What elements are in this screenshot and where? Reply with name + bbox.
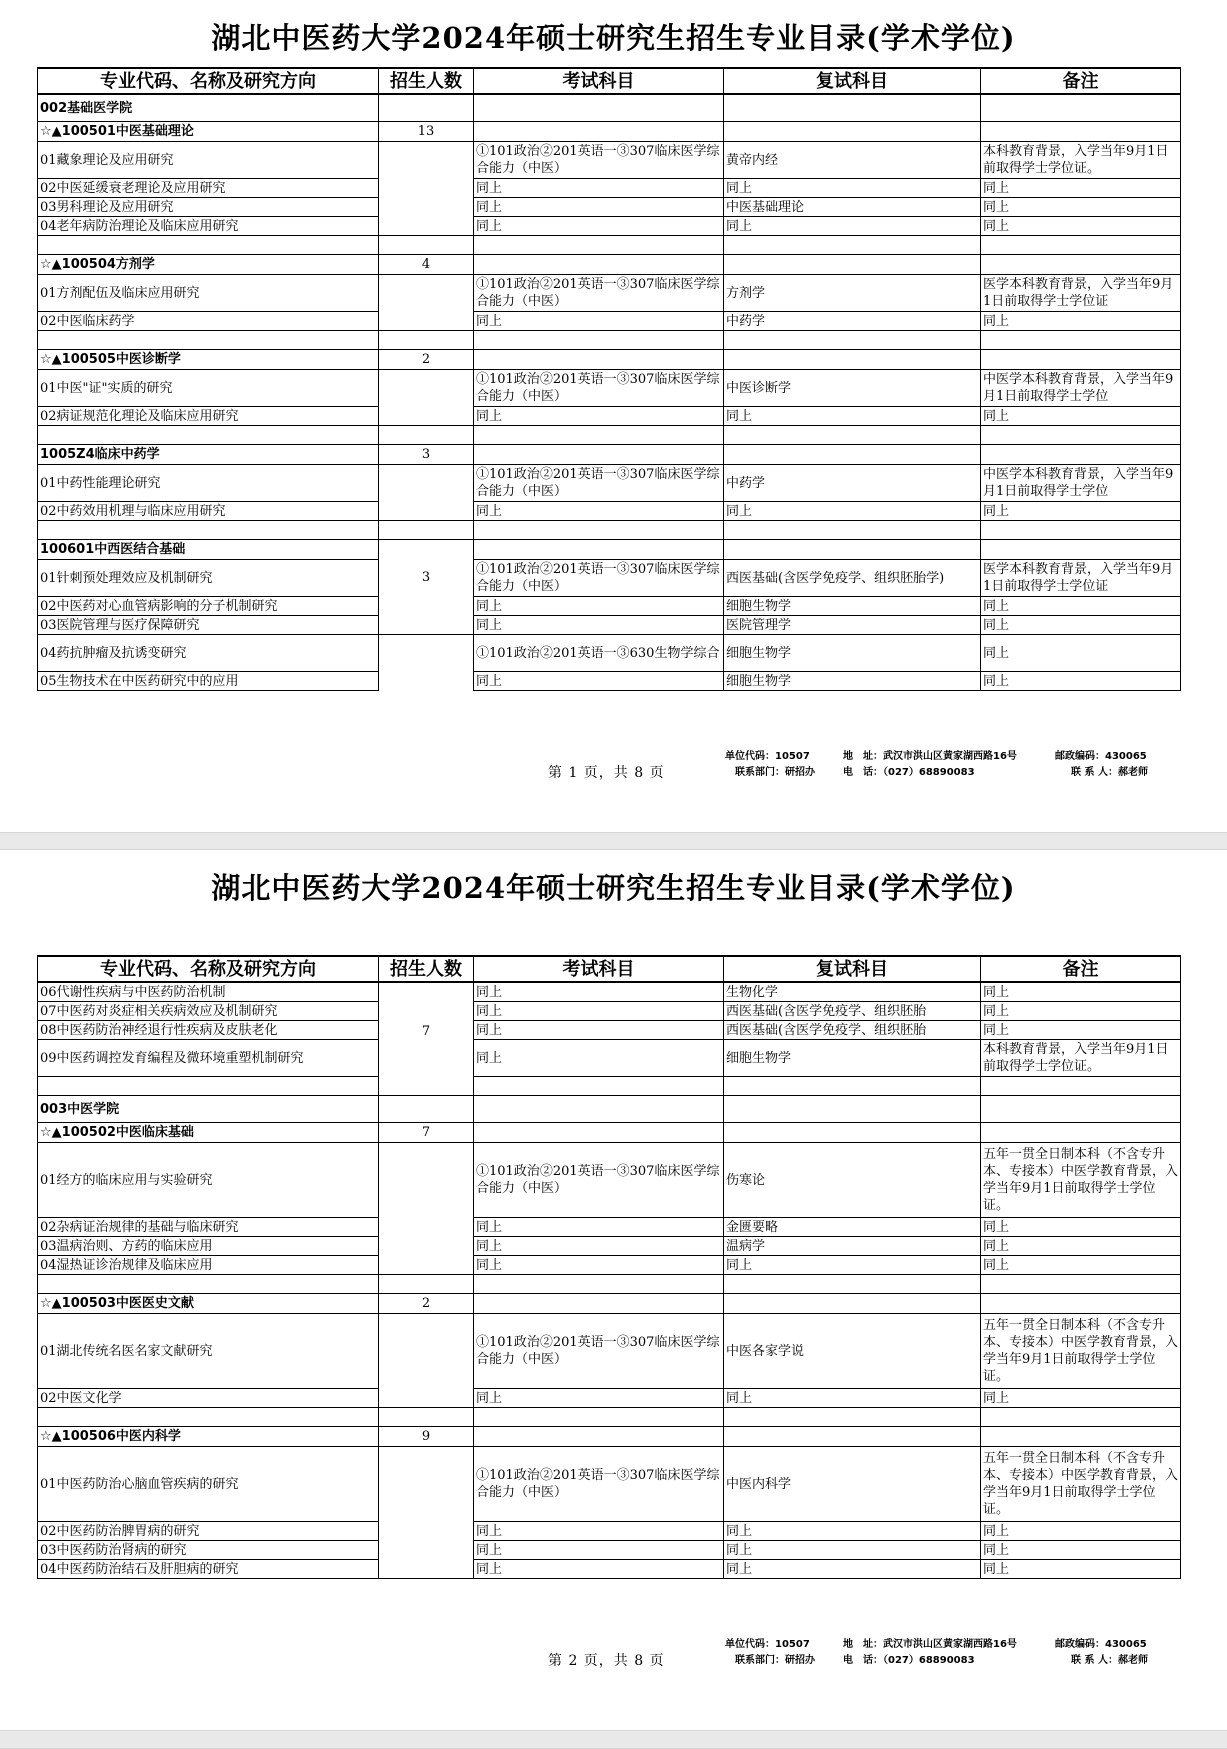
major-row (38, 445, 1181, 465)
direction-cell: 01湖北传统名医名家文献研究 (38, 1314, 379, 1389)
table-row (38, 198, 1181, 217)
phone: 电 话：（027）68890083 (843, 767, 975, 778)
retest-cell: 同上 (724, 1560, 981, 1579)
retest-cell: 同上 (724, 217, 981, 236)
major-title: 1005Z4临床中药学 (38, 445, 379, 465)
note-cell: 同上 (981, 616, 1181, 635)
direction-cell: 01中医"证"实质的研究 (38, 370, 379, 407)
major-row (38, 540, 1181, 560)
exam-cell: 同上 (474, 1040, 724, 1077)
catalog-page-1 (0, 0, 1227, 832)
note-cell: 同上 (981, 1560, 1181, 1579)
retest-cell: 西医基础(含医学免疫学、组织胚胎 (724, 1002, 981, 1021)
page-number: 第 2 页，共 8 页 (548, 1653, 665, 1669)
retest-cell: 生物化学 (724, 982, 981, 1002)
header-retest: 复试科目 (724, 68, 981, 94)
direction-cell: 02中药效用机理与临床应用研究 (38, 502, 379, 521)
note-cell: 同上 (981, 217, 1181, 236)
table-row (38, 1389, 1181, 1408)
retest-cell: 金匮要略 (724, 1218, 981, 1237)
table-row (38, 1040, 1181, 1077)
exam-cell: 同上 (474, 1560, 724, 1579)
note-cell: 中医学本科教育背景，入学当年9月1日前取得学士学位 (981, 370, 1181, 407)
major-title: 100601中西医结合基础 (38, 540, 379, 560)
table-row (38, 407, 1181, 426)
retest-cell: 伤寒论 (724, 1143, 981, 1218)
enrollment-count: 7 (379, 982, 474, 1077)
note-cell: 医学本科教育背景，入学当年9月1日前取得学士学位证 (981, 275, 1181, 312)
exam-cell: 同上 (474, 179, 724, 198)
table-row (38, 1143, 1181, 1218)
direction-cell: 02中医延缓衰老理论及应用研究 (38, 179, 379, 198)
page-separator (0, 832, 1227, 850)
catalog-table (37, 955, 1181, 1579)
note-cell: 同上 (981, 1522, 1181, 1541)
direction-cell: 03医院管理与医疗保障研究 (38, 616, 379, 635)
note-cell: 同上 (981, 179, 1181, 198)
exam-cell: ①101政治②201英语一③630生物学综合 (474, 635, 724, 672)
page-number: 第 1 页，共 8 页 (548, 765, 665, 781)
direction-cell: 02中医文化学 (38, 1389, 379, 1408)
exam-cell: 同上 (474, 1522, 724, 1541)
table-row (38, 1021, 1181, 1040)
footer-contact-info (725, 1637, 1148, 1669)
contact-dept: 联系部门：研招办 (735, 1655, 815, 1666)
enrollment-count: 2 (379, 1294, 474, 1314)
retest-cell: 温病学 (724, 1237, 981, 1256)
retest-cell: 同上 (724, 1522, 981, 1541)
note-cell: 本科教育背景，入学当年9月1日前取得学士学位证。 (981, 142, 1181, 179)
note-cell: 同上 (981, 1021, 1181, 1040)
note-cell: 同上 (981, 672, 1181, 691)
note-cell: 中医学本科教育背景，入学当年9月1日前取得学士学位 (981, 465, 1181, 502)
exam-cell: 同上 (474, 672, 724, 691)
direction-cell: 02中医临床药学 (38, 312, 379, 331)
exam-cell: 同上 (474, 982, 724, 1002)
header-note: 备注 (981, 68, 1181, 94)
section-row (38, 1096, 1181, 1123)
major-row (38, 350, 1181, 370)
retest-cell: 同上 (724, 407, 981, 426)
page-separator (0, 1730, 1227, 1749)
retest-cell: 西医基础(含医学免疫学、组织胚胎 (724, 1021, 981, 1040)
direction-cell: 01中医药防治心脑血管疾病的研究 (38, 1447, 379, 1522)
page-title: 湖北中医药大学2024年硕士研究生招生专业目录(学术学位) (211, 871, 1016, 905)
table-row (38, 1314, 1181, 1389)
enrollment-count: 4 (379, 255, 474, 275)
retest-cell: 细胞生物学 (724, 597, 981, 616)
note-cell: 同上 (981, 407, 1181, 426)
address: 地 址：武汉市洪山区黄家湖西路16号 (843, 751, 1017, 762)
table-row (38, 1237, 1181, 1256)
exam-cell: 同上 (474, 1002, 724, 1021)
direction-cell: 03中医药防治肾病的研究 (38, 1541, 379, 1560)
header-exam: 考试科目 (474, 956, 724, 982)
note-cell: 同上 (981, 1389, 1181, 1408)
table-row (38, 142, 1181, 179)
catalog-table (37, 67, 1181, 691)
retest-cell: 中医各家学说 (724, 1314, 981, 1389)
major-row (38, 1427, 1181, 1447)
enrollment-count: 9 (379, 1427, 474, 1447)
header-direction: 专业代码、名称及研究方向 (38, 956, 379, 982)
exam-cell: 同上 (474, 502, 724, 521)
direction-cell: 02病证规范化理论及临床应用研究 (38, 407, 379, 426)
table-row (38, 1541, 1181, 1560)
footer-contact-info (725, 749, 1148, 781)
section-title: 003中医学院 (38, 1096, 379, 1123)
exam-cell: 同上 (474, 217, 724, 236)
page-title: 湖北中医药大学2024年硕士研究生招生专业目录(学术学位) (211, 21, 1016, 55)
exam-cell: 同上 (474, 1256, 724, 1275)
retest-cell: 中医内科学 (724, 1447, 981, 1522)
retest-cell: 中医诊断学 (724, 370, 981, 407)
table-row (38, 217, 1181, 236)
note-cell: 本科教育背景，入学当年9月1日前取得学士学位证。 (981, 1040, 1181, 1077)
exam-cell: ①101政治②201英语一③307临床医学综合能力（中医） (474, 1314, 724, 1389)
table-row (38, 1447, 1181, 1522)
retest-cell: 医院管理学 (724, 616, 981, 635)
enrollment-count: 3 (379, 560, 474, 635)
retest-cell: 中医基础理论 (724, 198, 981, 217)
direction-cell: 04老年病防治理论及临床应用研究 (38, 217, 379, 236)
table-row (38, 672, 1181, 691)
contact-person: 联 系 人：郝老师 (1071, 1655, 1148, 1666)
exam-cell: ①101政治②201英语一③307临床医学综合能力（中医） (474, 370, 724, 407)
exam-cell: ①101政治②201英语一③307临床医学综合能力（中医） (474, 275, 724, 312)
table-row (38, 560, 1181, 597)
note-cell: 同上 (981, 635, 1181, 672)
exam-cell: 同上 (474, 1218, 724, 1237)
exam-cell: ①101政治②201英语一③307临床医学综合能力（中医） (474, 465, 724, 502)
direction-cell: 03男科理论及应用研究 (38, 198, 379, 217)
major-title: ☆▲100501中医基础理论 (38, 122, 379, 142)
table-row (38, 312, 1181, 331)
retest-cell: 细胞生物学 (724, 672, 981, 691)
retest-cell: 同上 (724, 502, 981, 521)
note-cell: 同上 (981, 1237, 1181, 1256)
note-cell: 同上 (981, 312, 1181, 331)
exam-cell: ①101政治②201英语一③307临床医学综合能力（中医） (474, 1143, 724, 1218)
catalog-page-2 (0, 850, 1227, 1730)
major-row (38, 1294, 1181, 1314)
retest-cell: 同上 (724, 1389, 981, 1408)
note-cell: 同上 (981, 597, 1181, 616)
contact-person: 联 系 人：郝老师 (1071, 767, 1148, 778)
direction-cell: 06代谢性疾病与中医药防治机制 (38, 982, 379, 1002)
direction-cell: 01中药性能理论研究 (38, 465, 379, 502)
retest-cell: 中药学 (724, 465, 981, 502)
direction-cell: 04药抗肿瘤及抗诱变研究 (38, 635, 379, 672)
retest-cell: 同上 (724, 1256, 981, 1275)
postcode: 邮政编码：430065 (1055, 1639, 1147, 1650)
unit-code: 单位代码：10507 (725, 1639, 810, 1650)
retest-cell: 细胞生物学 (724, 1040, 981, 1077)
major-row (38, 255, 1181, 275)
direction-cell: 01方剂配伍及临床应用研究 (38, 275, 379, 312)
table-row (38, 275, 1181, 312)
table-row (38, 1522, 1181, 1541)
direction-cell: 09中医药调控发育编程及微环境重塑机制研究 (38, 1040, 379, 1077)
note-cell: 同上 (981, 982, 1181, 1002)
direction-cell: 01经方的临床应用与实验研究 (38, 1143, 379, 1218)
table-row (38, 982, 1181, 1002)
retest-cell: 中药学 (724, 312, 981, 331)
direction-cell: 08中医药防治神经退行性疾病及皮肤老化 (38, 1021, 379, 1040)
unit-code: 单位代码：10507 (725, 751, 810, 762)
note-cell: 五年一贯全日制本科（不含专升本、专接本）中医学教育背景，入学当年9月1日前取得学士学位证。 (981, 1447, 1181, 1522)
header-direction: 专业代码、名称及研究方向 (38, 68, 379, 94)
major-row (38, 1123, 1181, 1143)
exam-cell: ①101政治②201英语一③307临床医学综合能力（中医） (474, 1447, 724, 1522)
note-cell: 同上 (981, 1002, 1181, 1021)
direction-cell: 03温病治则、方药的临床应用 (38, 1237, 379, 1256)
table-header-row (38, 956, 1181, 982)
retest-cell: 细胞生物学 (724, 635, 981, 672)
contact-dept: 联系部门：研招办 (735, 767, 815, 778)
exam-cell: 同上 (474, 1389, 724, 1408)
retest-cell: 同上 (724, 179, 981, 198)
header-exam: 考试科目 (474, 68, 724, 94)
exam-cell: 同上 (474, 1541, 724, 1560)
phone: 电 话：（027）68890083 (843, 1655, 975, 1666)
retest-cell: 同上 (724, 1541, 981, 1560)
direction-cell: 02中医药对心血管病影响的分子机制研究 (38, 597, 379, 616)
header-note: 备注 (981, 956, 1181, 982)
table-row (38, 635, 1181, 672)
note-cell: 五年一贯全日制本科（不含专升本、专接本）中医学教育背景，入学当年9月1日前取得学士学位证。 (981, 1143, 1181, 1218)
enrollment-count: 7 (379, 1123, 474, 1143)
major-title: ☆▲100504方剂学 (38, 255, 379, 275)
table-header-row (38, 68, 1181, 94)
table-row (38, 1218, 1181, 1237)
table-row (38, 370, 1181, 407)
note-cell: 同上 (981, 502, 1181, 521)
major-title: ☆▲100505中医诊断学 (38, 350, 379, 370)
address: 地 址：武汉市洪山区黄家湖西路16号 (843, 1639, 1017, 1650)
table-row (38, 465, 1181, 502)
note-cell: 五年一贯全日制本科（不含专升本、专接本）中医学教育背景，入学当年9月1日前取得学士学位证。 (981, 1314, 1181, 1389)
table-row (38, 616, 1181, 635)
retest-cell: 方剂学 (724, 275, 981, 312)
table-row (38, 179, 1181, 198)
exam-cell: 同上 (474, 198, 724, 217)
header-count: 招生人数 (379, 956, 474, 982)
enrollment-count: 13 (379, 122, 474, 142)
direction-cell: 05生物技术在中医药研究中的应用 (38, 672, 379, 691)
direction-cell: 04湿热证诊治规律及临床应用 (38, 1256, 379, 1275)
major-row (38, 122, 1181, 142)
retest-cell: 黄帝内经 (724, 142, 981, 179)
note-cell: 同上 (981, 198, 1181, 217)
header-retest: 复试科目 (724, 956, 981, 982)
direction-cell: 04中医药防治结石及肝胆病的研究 (38, 1560, 379, 1579)
table-row (38, 1256, 1181, 1275)
table-row (38, 1560, 1181, 1579)
table-row (38, 502, 1181, 521)
enrollment-count: 3 (379, 445, 474, 465)
section-title: 002基础医学院 (38, 94, 379, 122)
note-cell: 同上 (981, 1218, 1181, 1237)
header-count: 招生人数 (379, 68, 474, 94)
major-title: ☆▲100506中医内科学 (38, 1427, 379, 1447)
major-title: ☆▲100502中医临床基础 (38, 1123, 379, 1143)
direction-cell: 01针刺预处理效应及机制研究 (38, 560, 379, 597)
exam-cell: 同上 (474, 312, 724, 331)
exam-cell: 同上 (474, 616, 724, 635)
direction-cell: 01藏象理论及应用研究 (38, 142, 379, 179)
note-cell: 同上 (981, 1256, 1181, 1275)
postcode: 邮政编码：430065 (1055, 751, 1147, 762)
section-row (38, 94, 1181, 122)
table-row (38, 597, 1181, 616)
exam-cell: 同上 (474, 1021, 724, 1040)
retest-cell: 西医基础(含医学免疫学、组织胚胎学) (724, 560, 981, 597)
exam-cell: ①101政治②201英语一③307临床医学综合能力（中医） (474, 560, 724, 597)
direction-cell: 02杂病证治规律的基础与临床研究 (38, 1218, 379, 1237)
direction-cell: 02中医药防治脾胃病的研究 (38, 1522, 379, 1541)
major-title: ☆▲100503中医医史文献 (38, 1294, 379, 1314)
exam-cell: 同上 (474, 1237, 724, 1256)
exam-cell: 同上 (474, 597, 724, 616)
enrollment-count: 2 (379, 350, 474, 370)
exam-cell: ①101政治②201英语一③307临床医学综合能力（中医） (474, 142, 724, 179)
direction-cell: 07中医药对炎症相关疾病效应及机制研究 (38, 1002, 379, 1021)
table-row (38, 1002, 1181, 1021)
note-cell: 同上 (981, 1541, 1181, 1560)
note-cell: 医学本科教育背景，入学当年9月1日前取得学士学位证 (981, 560, 1181, 597)
exam-cell: 同上 (474, 407, 724, 426)
